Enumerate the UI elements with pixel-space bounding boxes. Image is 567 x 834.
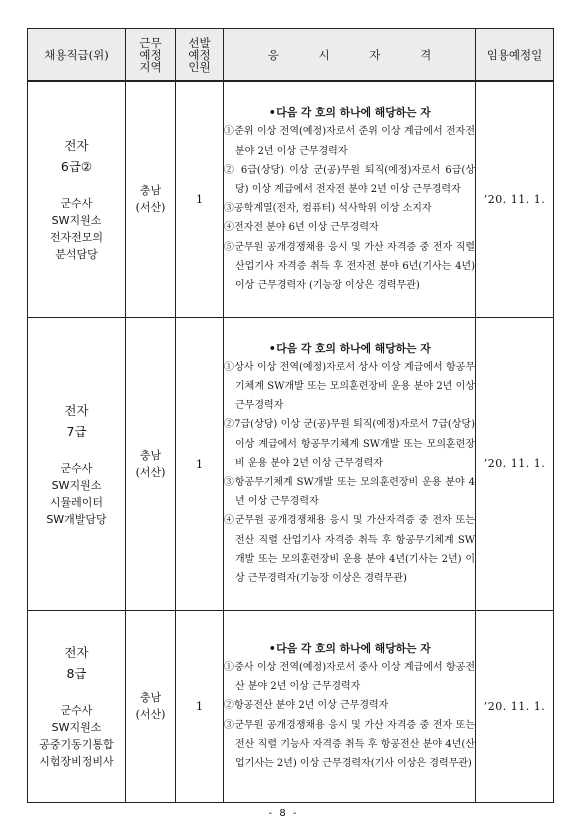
header-qualification: 응 시 자 격 [224,29,476,82]
recruitment-table [27,28,554,803]
qualification-item: ①상사 이상 전역(예정)자로서 상사 이상 계급에서 항공무기체계 SW개발 또는 모의훈련장비 운용 분야 2년 이상 근무경력자 [224,361,475,412]
bullet-icon: • [268,641,276,655]
start-date-cell: ’20. 11. 1. [476,317,554,610]
unit-line: 시뮬레이터 [49,495,104,509]
grade-line: 전자 [64,138,89,154]
table-row [28,317,554,610]
qualification-cell [224,317,476,610]
position-cell [28,610,126,802]
qualification-cell [224,81,476,317]
table-header-row [28,29,554,82]
location-cell: 충남 (서산) [126,81,176,317]
qualification-item: ④전자전 분야 6년 이상 근무경력자 [224,222,379,234]
unit-line: 공중기동기통합 [39,738,114,751]
location-cell: 충남 (서산) [126,610,176,802]
qualification-item: ②항공전산 분야 2년 이상 근무경력자 [224,700,389,712]
position-cell [28,317,126,610]
count-cell: 1 [176,610,224,802]
start-date-cell: ’20. 11. 1. [476,610,554,802]
page-number: - 8 - [268,808,299,819]
start-date-cell: ’20. 11. 1. [476,81,554,317]
header-count: 선발 예정 인원 [176,29,224,82]
qualification-item: ①중사 이상 전역(예정)자로서 중사 이상 계급에서 항공전산 분야 2년 이상 근무경력자 [224,661,475,693]
position-cell [28,81,126,317]
unit-line: SW지원소 [51,478,102,492]
unit-line: 군수사 [60,461,93,475]
grade-line: 전자 [64,402,89,418]
unit-line: 군수사 [60,197,93,211]
count-cell: 1 [176,317,224,610]
qualification-header: •다음 각 호의 하나에 해당하는 자 [224,639,475,658]
qualification-item: ② 6급(상당) 이상 군(공)무원 퇴직(예정)자로서 6급(상당) 이상 계급에서 전자전 분야 2년 이상 근무경력자 [224,164,475,195]
qualification-cell [224,610,476,802]
qualification-item: ①준위 이상 전역(예정)자로서 준위 이상 계급에서 전자전 분야 2년 이상 근무경력자 [224,126,475,157]
header-position: 채용직급(위) [28,29,126,82]
table-row [28,610,554,802]
grade-line: 6급② [60,159,93,175]
grade-line: 전자 [64,645,89,660]
grade-line: 8급 [66,666,87,681]
header-location: 근무 예정 지역 [126,29,176,82]
qualification-item: ④군무원 공개경쟁채용 응시 및 가산자격증 중 전자 또는 전산 직렬 산업기사 자격증 취득 후 항공무기체계 SW개발 또는 모의훈련장비 운용 분야 4년(기사는 2년) 이상 근무경력자(기능장 이상은 경력무관) [224,515,475,585]
unit-line: SW지원소 [51,721,102,734]
grade-line: 7급 [66,423,87,439]
unit-line: 시험장비정비사 [39,755,114,768]
qualification-item: ⑤군무원 공개경쟁채용 응시 및 가산 자격증 중 전자 직렬 산업기사 자격증 취득 후 전자전 분야 6년(기사는 4년) 이상 근무경력자 (기능장 이상은 경력무관) [224,241,475,291]
unit-line: 전자전모의 [49,231,104,245]
location-cell: 충남 (서산) [126,317,176,610]
unit-line: 군수사 [60,704,93,717]
count-cell: 1 [176,81,224,317]
unit-line: SW개발담당 [46,512,107,526]
qualification-item: ③군무원 공개경쟁채용 응시 및 가산 자격증 중 전자 또는 전산 직렬 기능사 자격증 취득 후 항공전산 분야 4년(산업기사는 2년) 이상 근무경력자(기사 이상은 경력무관) [224,719,475,769]
qualification-item: ③항공무기체계 SW개발 또는 모의훈련장비 운용 분야 4년 이상 근무경력자 [224,477,475,508]
qualification-item: ②7급(상당) 이상 군(공)무원 퇴직(예정)자로서 7급(상당) 이상 계급에서 항공무기체계 SW개발 또는 모의훈련장비 운용 분야 2년 이상 근무경력자 [224,419,475,469]
header-start-date: 임용예정일 [476,29,554,82]
unit-line: 분석담당 [55,248,98,262]
unit-line: SW지원소 [51,214,102,228]
qualification-header: •다음 각 호의 하나에 해당하는 자 [224,339,475,358]
bullet-icon: • [268,341,276,355]
bullet-icon: • [268,106,276,120]
qualification-header: •다음 각 호의 하나에 해당하는 자 [224,103,475,122]
table-row [28,81,554,317]
qualification-item: ③공학계열(전자, 컴퓨터) 석사학위 이상 소지자 [224,203,432,215]
